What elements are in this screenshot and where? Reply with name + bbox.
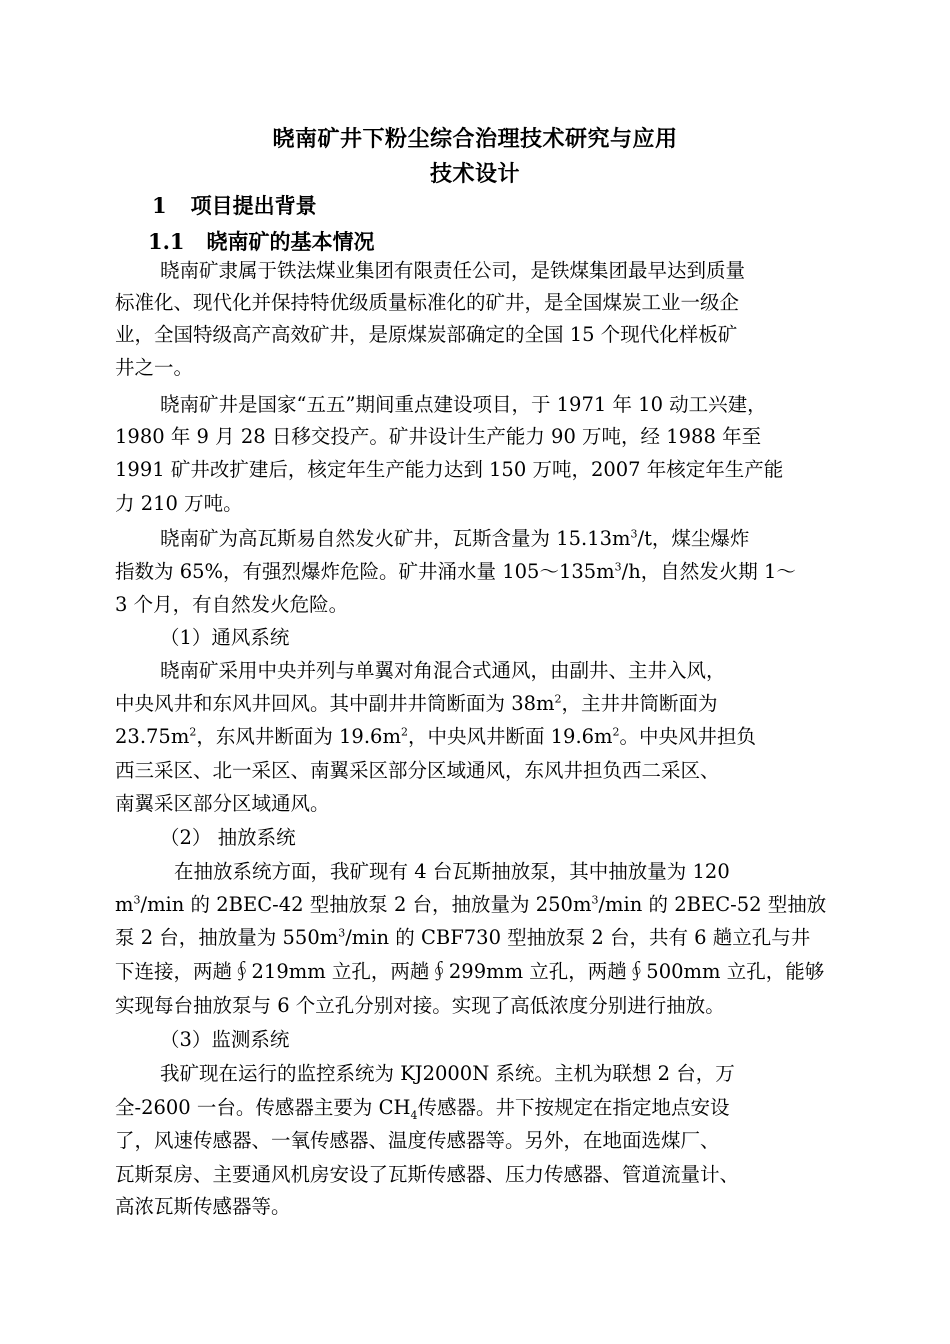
paragraph-line xyxy=(115,923,810,953)
paragraph-line: 1980 年 9 月 28 日移交投产。矿井设计生产能力 90 万吨，经 1988 年至 xyxy=(115,425,762,448)
subsection-heading: （2） 抽放系统 xyxy=(160,826,296,849)
superscript: 3 xyxy=(614,560,622,574)
paragraph-line: 1991 矿井改扩建后，核定年生产能力达到 150 万吨，2007 年核定年生产能 xyxy=(115,458,784,481)
paragraph-line: 晓南矿隶属于铁法煤业集团有限责任公司，是铁煤集团最早达到质量 xyxy=(160,259,746,282)
text-run: 。中央风井担负 xyxy=(619,725,757,748)
paragraph-line: 井之一。 xyxy=(115,356,194,379)
paragraph-line xyxy=(115,1093,730,1123)
text-run: 指数为 65%，有强烈爆炸危险。矿井涌水量 105～135m xyxy=(115,560,615,583)
text-run: 全-2600 一台。传感器主要为 CH xyxy=(115,1096,411,1119)
text-run: 泵 2 台，抽放量为 550m xyxy=(115,926,339,949)
section-title: 项目提出背景 xyxy=(190,194,317,218)
superscript: 3 xyxy=(630,527,638,541)
text-run: /min 的 2BEC-42 型抽放泵 2 台，抽放量为 250m xyxy=(140,893,592,916)
section-heading-1-1 xyxy=(148,226,375,256)
text-run: /t，煤尘爆炸 xyxy=(637,527,750,550)
paragraph-line: 南翼采区部分区域通风。 xyxy=(115,792,330,815)
paragraph-line: 瓦斯泵房、主要通风机房安设了瓦斯传感器、压力传感器、管道流量计、 xyxy=(115,1163,740,1186)
superscript: 3 xyxy=(133,893,141,907)
paragraph-line: 晓南矿井是国家“五五”期间重点建设项目，于 1971 年 10 动工兴建， xyxy=(160,393,767,416)
paragraph-line: 下连接，两趟∮219mm 立孔，两趟∮299mm 立孔，两趟∮500mm 立孔，能够 xyxy=(115,960,825,983)
superscript: 2 xyxy=(612,725,620,739)
subsection-heading: （1）通风系统 xyxy=(160,626,290,649)
paragraph-line: 力 210 万吨。 xyxy=(115,492,243,515)
paragraph-line: 在抽放系统方面，我矿现有 4 台瓦斯抽放泵，其中抽放量为 120 xyxy=(174,860,730,883)
paragraph-line xyxy=(160,524,749,554)
text-run: /min 的 2BEC-52 型抽放 xyxy=(598,893,827,916)
paragraph-line xyxy=(115,557,796,587)
subsection-heading: （3）监测系统 xyxy=(160,1028,290,1051)
superscript: 3 xyxy=(338,926,346,940)
text-run: /min 的 CBF730 型抽放泵 2 台，共有 6 趟立孔与井 xyxy=(345,926,811,949)
section-number: 1.1 xyxy=(148,229,185,254)
superscript: 2 xyxy=(189,725,197,739)
section-number: 1 xyxy=(152,193,167,218)
paragraph-line: 我矿现在运行的监控系统为 KJ2000N 系统。主机为联想 2 台，万 xyxy=(160,1062,735,1085)
paragraph-line: 了，风速传感器、一氧传感器、温度传感器等。另外，在地面选煤厂、 xyxy=(115,1129,720,1152)
paragraph-line: 业，全国特级高产高效矿井，是原煤炭部确定的全国 15 个现代化样板矿 xyxy=(115,323,738,346)
paragraph-line xyxy=(115,689,718,719)
paragraph-line: 标准化、现代化并保持特优级质量标准化的矿井，是全国煤炭工业一级企 xyxy=(115,291,740,314)
paragraph-line xyxy=(115,890,826,920)
text-run: ，主井井筒断面为 xyxy=(561,692,718,715)
text-run: /h，自然发火期 1～ xyxy=(621,560,796,583)
paragraph-line xyxy=(115,722,756,752)
document-title: 晓南矿井下粉尘综合治理技术研究与应用 xyxy=(272,127,678,152)
text-run: 23.75m xyxy=(115,725,190,748)
paragraph-line: 实现每台抽放泵与 6 个立孔分别对接。实现了高低浓度分别进行抽放。 xyxy=(115,994,725,1017)
text-run: ，东风井断面为 19.6m xyxy=(196,725,401,748)
paragraph-line: 3 个月，有自然发火危险。 xyxy=(115,593,349,616)
text-run: ，中央风井断面 19.6m xyxy=(407,725,613,748)
text-run: m xyxy=(115,893,134,916)
superscript: 3 xyxy=(591,893,599,907)
document-subtitle: 技术设计 xyxy=(429,162,520,187)
superscript: 2 xyxy=(400,725,408,739)
paragraph-line: 高浓瓦斯传感器等。 xyxy=(115,1195,291,1218)
superscript: 2 xyxy=(554,692,562,706)
section-heading-1 xyxy=(152,190,317,220)
section-title: 晓南矿的基本情况 xyxy=(206,230,375,254)
text-run: 传感器。井下按规定在指定地点安设 xyxy=(417,1096,730,1119)
text-run: 晓南矿为高瓦斯易自然发火矿井，瓦斯含量为 15.13m xyxy=(160,527,631,550)
subscript: 4 xyxy=(410,1108,418,1122)
text-run: 中央风井和东风井回风。其中副井井筒断面为 38m xyxy=(115,692,555,715)
paragraph-line: 晓南矿采用中央并列与单翼对角混合式通风，由副井、主井入风， xyxy=(160,659,726,682)
paragraph-line: 西三采区、北一采区、南翼采区部分区域通风，东风井担负西二采区、 xyxy=(115,759,720,782)
